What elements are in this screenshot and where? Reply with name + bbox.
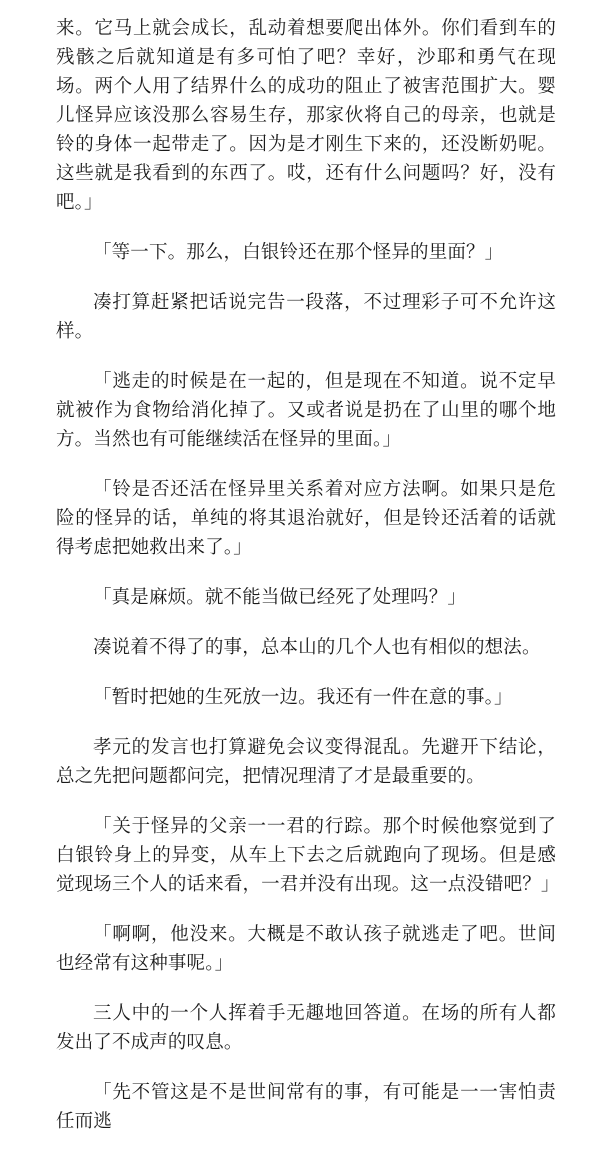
paragraph: 三人中的一个人挥着手无趣地回答道。在场的所有人都发出了不成声的叹息。 [56,1003,556,1053]
paragraph: 「啊啊，他没来。大概是不敢认孩子就逃走了吧。世间也经常有这种事呢。」 [56,924,556,974]
paragraph: 来。它马上就会成长，乱动着想要爬出体外。你们看到车的残骸之后就知道是有多可怕了吧？幸好，沙耶和勇气在现场。两个人用了结界什么的成功的阻止了被害范围扩大。婴儿怪异应该没那么容易生存，那家伙将自己的母亲，也就是铃的身体一起带走了。因为是才刚生下来的，还没断奶呢。这些就是我看到的东西了。哎，还有什么问题吗？好，没有吧。」 [56,18,556,213]
paragraph: 「暂时把她的生死放一边。我还有一件在意的事。」 [93,687,513,708]
paragraph: 「铃是否还活在怪异里关系着对应方法啊。如果只是危险的怪异的话，单纯的将其退治就好，但是铃还活着的话就得考虑把她救出来了。」 [56,479,556,558]
document-page [56,14,560,1157]
paragraph: 「逃走的时候是在一起的，但是现在不知道。说不定早就被作为食物给消化掉了。又或者说是扔在了山里的哪个地方。当然也有可能继续活在怪异的里面。」 [56,371,556,450]
paragraph: 「关于怪异的父亲一一君的行踪。那个时候他察觉到了白银铃身上的异变，从车上下去之后就跑向了现场。但是感觉现场三个人的话来看，一君并没有出现。这一点没错吧？」 [56,816,560,895]
paragraph: 「先不管这是不是世间常有的事，有可能是一一害怕责任而逃 [56,1082,556,1132]
paragraph: 凑打算赶紧把话说完告一段落，不过理彩子可不允许这样。 [56,292,556,342]
paragraph: 「等一下。那么，白银铃还在那个怪异的里面？」 [93,242,504,263]
paragraph: 凑说着不得了的事，总本山的几个人也有相似的想法。 [93,637,541,658]
paragraph: 孝元的发言也打算避免会议变得混乱。先避开下结论，总之先把问题都问完，把情况理清了才是最重要的。 [56,737,556,787]
paragraph: 「真是麻烦。就不能当做已经死了处理吗？」 [93,587,467,608]
